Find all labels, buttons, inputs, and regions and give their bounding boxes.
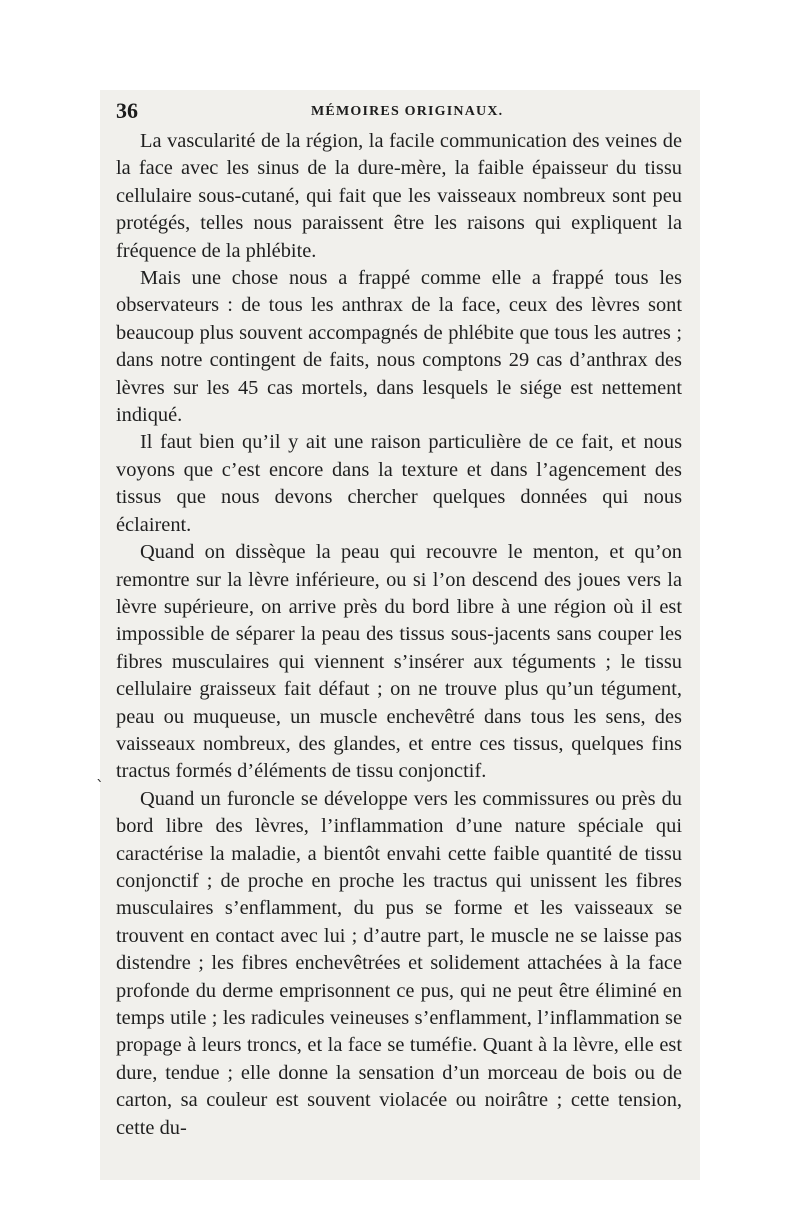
page-number: 36 — [116, 98, 138, 123]
paragraph-5: Quand un furoncle se développe vers les commissures ou près du bord libre des lèvres, l’inflammation d’une nature spéciale qui caractérise la maladie, a bientôt envahi cette faible quantité de tissu conjonctif ; de proche en proche les tractus qui unissent les fibres musculaires s’enflamment, du pus se forme et les vaisseaux se trouvent en contact avec lui ; d’autre part, le muscle ne se laisse pas distendre ; les fibres enchevêtrées et solidement attachées à la face profonde du derme emprisonnent ce pus, qui ne peut être éliminé en temps utile ; les radicules veineuses s’enflamment, l’inflammation se propage à leurs troncs, et la face se tuméfie. Quant à la lèvre, elle est dure, tendue ; elle donne la sensation d’un morceau de bois ou de carton, sa couleur est souvent violacée ou noirâtre ; cette tension, cette du- — [116, 787, 682, 1139]
body-text — [116, 128, 682, 1142]
paragraph-1: La vascularité de la région, la facile communication des veines de la face avec les sinus de la dure-mère, la faible épaisseur du tissu cellulaire sous-cutané, qui fait que les vaisseaux nombreux sont peu protégés, telles nous paraissent être les raisons qui expliquent la fréquence de la phlébite. — [116, 130, 682, 262]
page-header — [116, 98, 682, 126]
paragraph-4: Quand on dissèque la peau qui recouvre le menton, et qu’on remontre sur la lèvre inférieure, ou si l’on descend des joues vers la lèvre supérieure, on arrive près du bord libre à une région où il est impossible de séparer la peau des tissus sous-jacents sans couper les fibres musculaires qui viennent s’insérer aux téguments ; le tissu cellulaire graisseux fait défaut ; on ne trouve plus qu’un tégument, peau ou muqueuse, un muscle enchevêtré dans tous les sens, des vaisseaux nombreux, des glandes, et entre ces tissus, quelques fins tractus formés d’éléments de tissu conjonctif. — [116, 541, 682, 783]
paragraph-3: Il faut bien qu’il y ait une raison particulière de ce fait, et nous voyons que c’est encore dans la texture et dans l’agencement des tissus que nous devons chercher quelques données qui nous éclairent. — [116, 431, 682, 536]
running-title: MÉMOIRES ORIGINAUX. — [311, 104, 504, 119]
paragraph-2: Mais une chose nous a frappé comme elle a frappé tous les observateurs : de tous les anthrax de la face, ceux des lèvres sont beaucoup plus souvent accompagnés de phlébite que tous les autres ; dans notre contingent de faits, nous comptons 29 cas d’anthrax des lèvres sur les 45 cas mortels, dans lesquels le siége est nettement indiqué. — [116, 267, 682, 427]
margin-tick-mark: ` — [96, 777, 104, 796]
